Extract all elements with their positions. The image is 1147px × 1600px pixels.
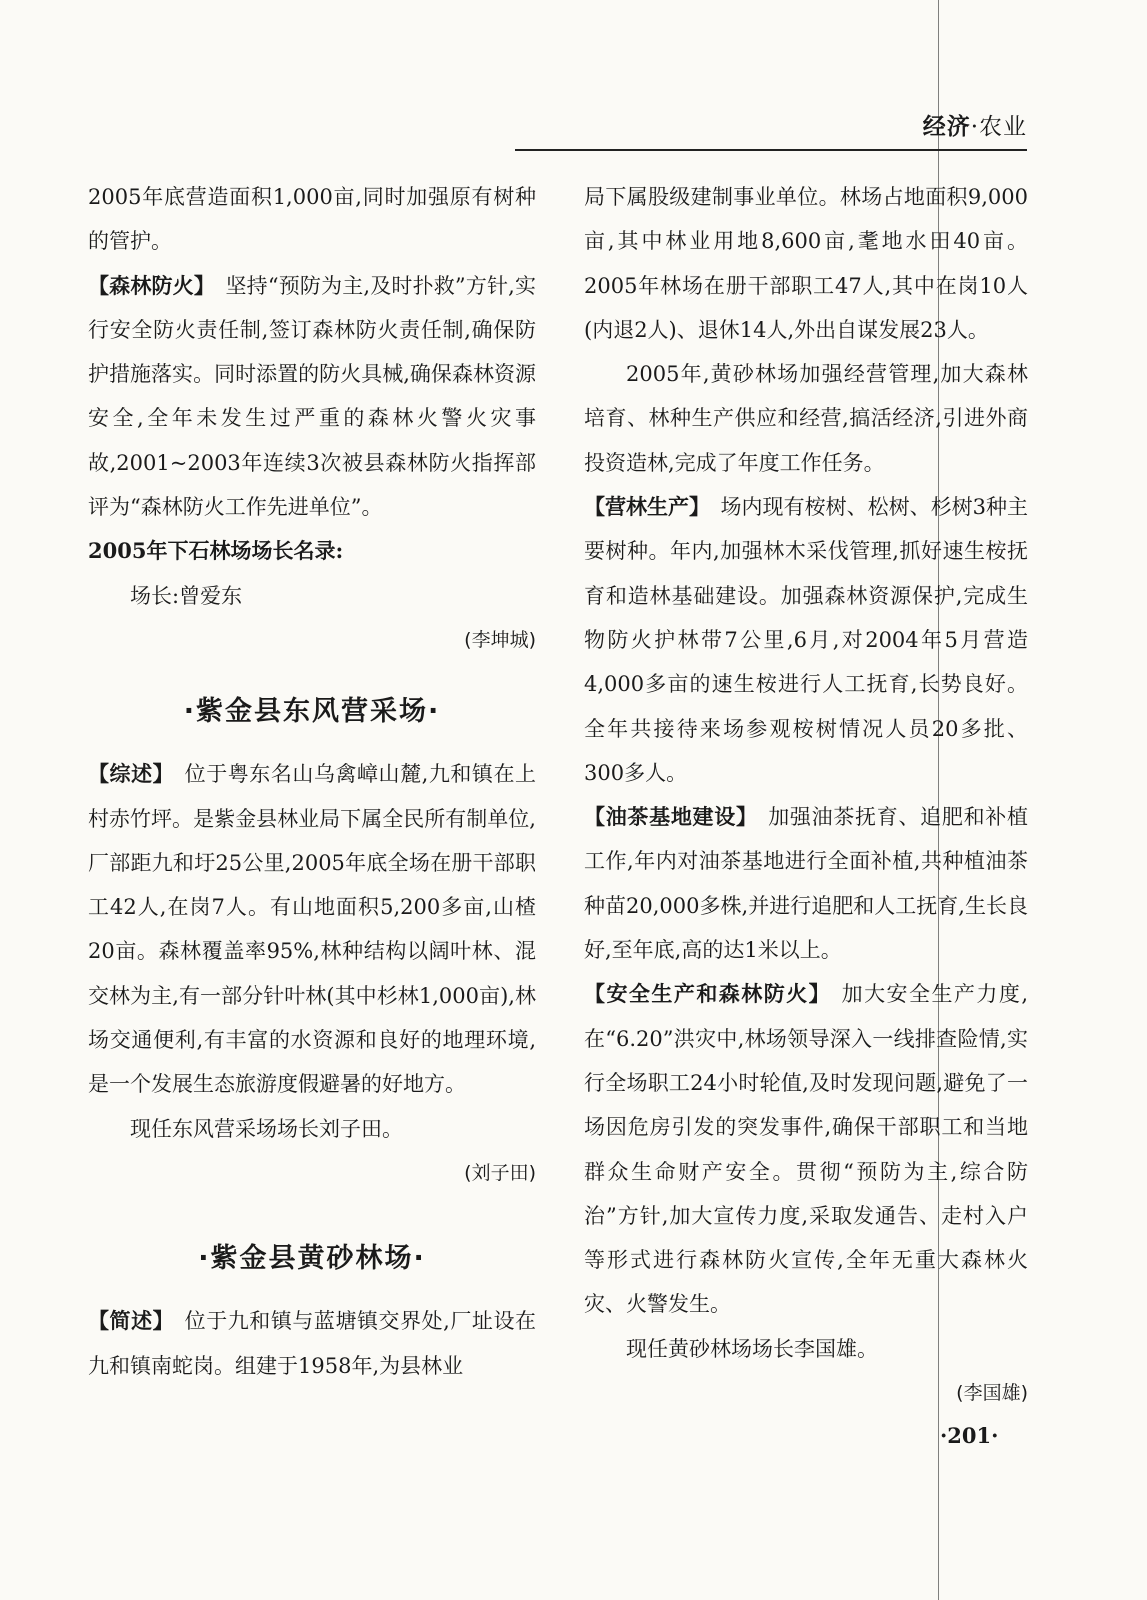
header-section: 经济 bbox=[922, 113, 971, 140]
forestry-production-text: 场内现有桉树、松树、杉树3种主要树种。年内,加强林木采伐管理,抓好速生桉抚育和造林基础建设。加强森林资源保护,完成生物防火护林带7公里,6月,对2004年5月营造4,000多亩的速生桉进行人工抚育,长势良好。全年共接待来场参观桉树情况人员20多批、300多人。 bbox=[584, 495, 1028, 785]
paragraph-forest-fire bbox=[88, 264, 536, 530]
paragraph-continued: 2005年底营造面积1,000亩,同时加强原有树种的管护。 bbox=[88, 185, 536, 254]
paragraph-oil-tea bbox=[584, 795, 1028, 972]
section-tag-oil-tea: 【油茶基地建设】 bbox=[584, 804, 758, 830]
brief-text: 位于九和镇与蓝塘镇交界处,厂址设在九和镇南蛇岗。组建于1958年,为县林业 bbox=[88, 1309, 536, 1378]
section-title-huangsha: ·紫金县黄砂林场· bbox=[198, 1243, 426, 1275]
paragraph-brief bbox=[88, 1299, 536, 1388]
roster-title: 2005年下石林场场长名录: bbox=[88, 538, 344, 564]
author-credit: (刘子田) bbox=[464, 1161, 536, 1184]
section-tag-forestry-production: 【营林生产】 bbox=[584, 494, 711, 520]
running-header bbox=[923, 108, 1027, 141]
right-column bbox=[584, 175, 1028, 1415]
section-tag-forest-fire: 【森林防火】 bbox=[88, 272, 216, 298]
section-tag-brief: 【简述】 bbox=[88, 1308, 175, 1334]
oil-tea-text: 加强油茶抚育、追肥和补植工作,年内对油茶基地进行全面补植,共种植油茶种苗20,000多株,并进行追肥和人工抚育,生长良好,至年底,高的达1米以上。 bbox=[584, 805, 1029, 963]
summary-text: 位于粤东名山乌禽嶂山麓,九和镇在上村赤竹坪。是紫金县林业局下属全民所有制单位,厂部距九和圩25公里,2005年底全场在册干部职工42人,在岗7人。有山地面积5,200多亩,山楂20亩。森林覆盖率95%,林种结构以阔叶林、混交林为主,有一部分针叶林(其中杉林1,000亩),林场交通便利,有丰富的水资源和良好的地理环境,是一个发展生态旅游度假避暑的好地方。 bbox=[88, 762, 536, 1097]
paragraph-forestry-production bbox=[584, 485, 1028, 795]
header-subsection: ·农业 bbox=[970, 114, 1027, 140]
current-head-dongfengying: 现任东风营采场场长刘子田。 bbox=[130, 1116, 403, 1141]
current-head-huangsha: 现任黄砂林场场长李国雄。 bbox=[626, 1336, 878, 1361]
section-tag-summary: 【综述】 bbox=[88, 761, 175, 787]
section-title-dongfengying: ·紫金县东风营采场· bbox=[183, 696, 441, 728]
paragraph-continued-right: 局下属股级建制事业单位。林场占地面积9,000亩,其中林业用地8,600亩,耄地水田40亩。2005年林场在册干部职工47人,其中在岗10人(内退2人)、退休14人,外出自谋发展23人。 bbox=[584, 185, 1028, 342]
paragraph-safety bbox=[584, 972, 1028, 1326]
safety-text: 加大安全生产力度,在“6.20”洪灾中,林场领导深入一线排查险情,实行全场职工24小时轮值,及时发现问题,避免了一场因危房引发的突发事件,确保干部职工和当地群众生命财产安全。贯彻“预防为主,综合防治”方针,加大宣传力度,采取发通告、走村入户等形式进行森林防火宣传,全年无重大森林火灾、火警发生。 bbox=[584, 982, 1028, 1317]
author-credit: (李国雄) bbox=[956, 1382, 1028, 1405]
page-number: ·201· bbox=[940, 1423, 999, 1448]
paragraph-summary bbox=[88, 752, 536, 1106]
author-credit: (李坤城) bbox=[464, 628, 536, 651]
header-rule bbox=[515, 149, 1027, 151]
section-tag-safety: 【安全生产和森林防火】 bbox=[584, 981, 832, 1007]
paragraph-management: 2005年,黄砂林场加强经营管理,加大森林培育、林种生产供应和经营,搞活经济,引进外商投资造林,完成了年度工作任务。 bbox=[584, 362, 1028, 475]
roster-entry: 场长:曾爱东 bbox=[130, 583, 243, 608]
left-column bbox=[88, 175, 536, 1388]
forest-fire-text: 坚持“预防为主,及时扑救”方针,实行安全防火责任制,签订森林防火责任制,确保防护措施落实。同时添置的防火具械,确保森林资源安全,全年未发生过严重的森林火警火灾事故,2001~2003年连续3次被县森林防火指挥部评为“森林防火工作先进单位”。 bbox=[88, 273, 537, 520]
